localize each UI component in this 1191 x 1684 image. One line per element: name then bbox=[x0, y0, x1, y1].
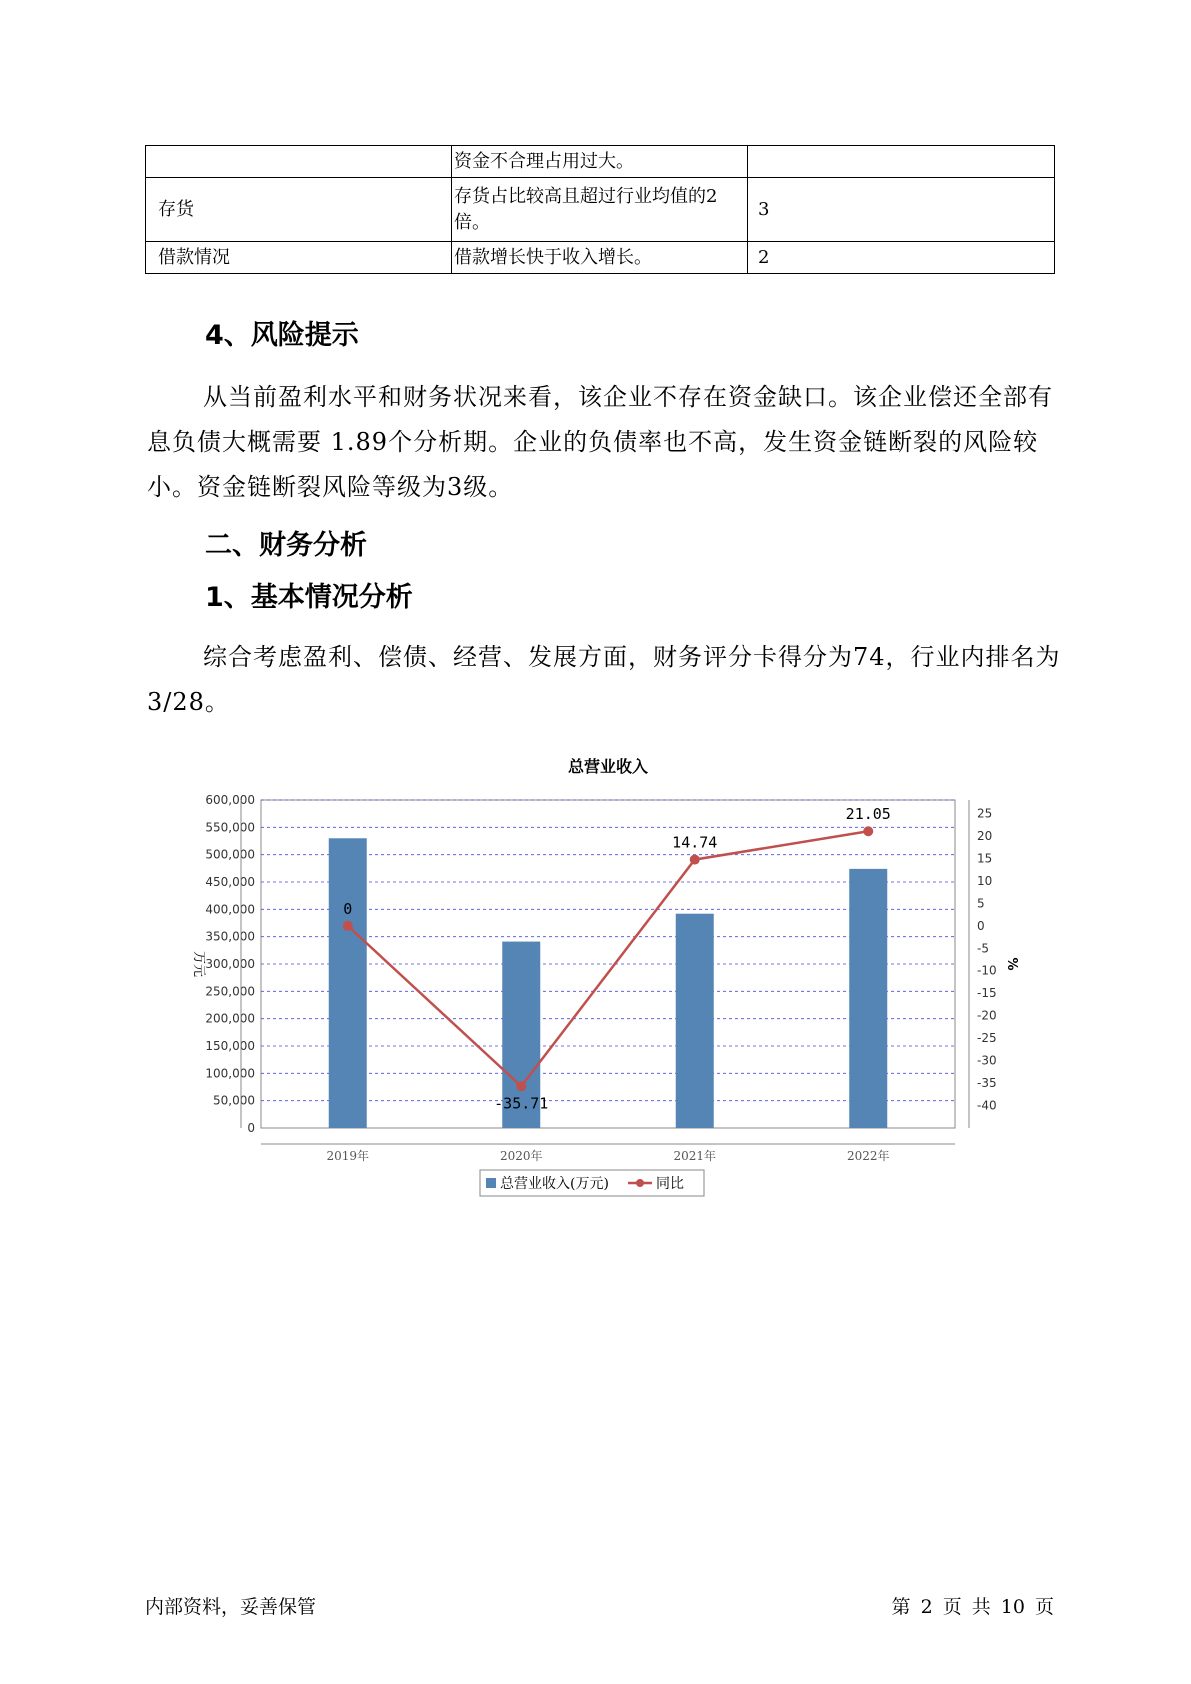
data-label: 14.74 bbox=[672, 833, 718, 852]
table-cell-item: 存货 bbox=[146, 178, 452, 242]
table-cell-desc: 借款增长快于收入增长。 bbox=[452, 242, 748, 274]
table-cell-item bbox=[146, 146, 452, 178]
paragraph-basic: 综合考虑盈利、偿债、经营、发展方面，财务评分卡得分为74，行业内排名为3/28。 bbox=[147, 643, 1061, 716]
table-cell-level bbox=[748, 146, 1055, 178]
y-tick-label: 100,000 bbox=[205, 1066, 255, 1081]
legend-line-marker bbox=[636, 1179, 644, 1187]
bar bbox=[329, 838, 367, 1128]
y2-tick-label: 15 bbox=[977, 851, 993, 866]
y-tick-label: 600,000 bbox=[205, 793, 255, 807]
table-cell-desc: 存货占比较高且超过行业均值的2倍。 bbox=[452, 178, 748, 242]
section-heading-risk: 4、风险提示 bbox=[205, 320, 359, 351]
y2-tick-label: -10 bbox=[977, 963, 997, 978]
y-tick-label: 250,000 bbox=[205, 984, 255, 999]
y2-axis-label: % bbox=[1004, 957, 1019, 971]
y2-tick-label: -5 bbox=[977, 941, 989, 956]
chart-title: 总营业收入 bbox=[567, 757, 649, 776]
table-row bbox=[146, 178, 1055, 242]
footer-confidential: 内部资料，妥善保管 bbox=[145, 1596, 317, 1618]
line-point bbox=[343, 921, 353, 931]
y2-tick-label: 5 bbox=[977, 896, 985, 911]
table-cell-level: 2 bbox=[748, 242, 1055, 274]
y2-tick-label: -40 bbox=[977, 1098, 997, 1113]
data-label: -35.71 bbox=[494, 1094, 549, 1113]
paragraph-risk: 从当前盈利水平和财务状况来看，该企业不存在资金缺口。该企业偿还全部有息负债大概需要 1.89个分析期。企业的负债率也不高，发生资金链断裂的风险较小。资金链断裂风险等级为3级。 bbox=[147, 383, 1053, 501]
table-cell-desc: 资金不合理占用过大。 bbox=[452, 146, 748, 178]
bar bbox=[849, 869, 887, 1128]
data-label: 21.05 bbox=[845, 805, 891, 824]
y-tick-label: 350,000 bbox=[205, 929, 255, 944]
y2-tick-label: -35 bbox=[977, 1076, 997, 1091]
x-tick-label: 2021年 bbox=[673, 1149, 717, 1163]
y2-tick-label: -20 bbox=[977, 1008, 997, 1023]
y-tick-label: 500,000 bbox=[205, 847, 255, 862]
line-point bbox=[863, 826, 873, 836]
y-tick-label: 200,000 bbox=[205, 1011, 255, 1026]
line-point bbox=[516, 1081, 526, 1091]
y-tick-label: 400,000 bbox=[205, 902, 255, 917]
table-row bbox=[146, 146, 1055, 178]
risk-table bbox=[145, 145, 1055, 274]
x-tick-label: 2019年 bbox=[326, 1149, 370, 1163]
bar bbox=[676, 914, 714, 1128]
legend-label: 总营业收入(万元) bbox=[500, 1176, 609, 1192]
y-tick-label: 550,000 bbox=[205, 820, 255, 835]
y2-tick-label: 0 bbox=[977, 918, 985, 933]
data-label: 0 bbox=[343, 899, 353, 918]
y-tick-label: 300,000 bbox=[205, 957, 255, 971]
table-cell-item: 借款情况 bbox=[146, 242, 452, 274]
y2-tick-label: -25 bbox=[977, 1031, 997, 1046]
legend-bar-swatch bbox=[486, 1178, 496, 1188]
y-tick-label: 150,000 bbox=[205, 1039, 255, 1053]
y-tick-label: 0 bbox=[247, 1121, 255, 1135]
y-axis-label: 万元 bbox=[191, 950, 206, 978]
table-row bbox=[146, 242, 1055, 274]
y2-tick-label: 25 bbox=[977, 806, 993, 821]
y2-tick-label: -30 bbox=[977, 1053, 997, 1068]
y-tick-label: 50,000 bbox=[213, 1093, 255, 1108]
y2-tick-label: 20 bbox=[977, 828, 993, 843]
y2-tick-label: -15 bbox=[977, 986, 997, 1001]
section-heading-basic: 1、基本情况分析 bbox=[205, 582, 413, 613]
footer-page-number: 第 2 页 共 10 页 bbox=[891, 1596, 1054, 1618]
y2-tick-label: 10 bbox=[977, 873, 993, 888]
x-tick-label: 2020年 bbox=[499, 1149, 543, 1163]
legend-label: 同比 bbox=[656, 1176, 684, 1192]
line-point bbox=[690, 855, 700, 865]
y-tick-label: 450,000 bbox=[205, 875, 255, 889]
line-series bbox=[348, 831, 869, 1086]
table-cell-level: 3 bbox=[748, 178, 1055, 242]
x-tick-label: 2022年 bbox=[846, 1149, 890, 1163]
section-heading-financial: 二、财务分析 bbox=[205, 530, 367, 561]
revenue-chart bbox=[175, 750, 1035, 1210]
